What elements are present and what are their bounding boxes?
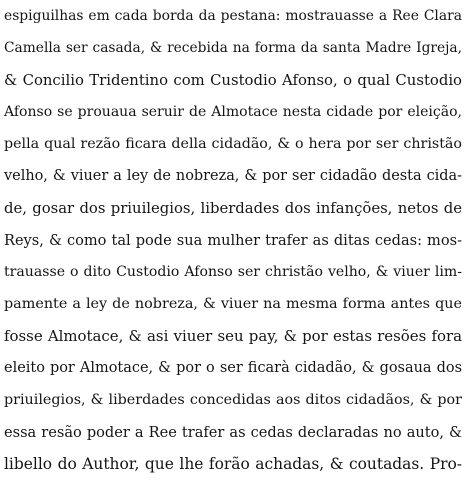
text-line: Reys, & como tal pode sua mulher trafer as ditas cedas: mos- <box>4 232 462 249</box>
text-line: eleito por Almotace, & por o ser ficarà cidadão, & gosaua dos <box>4 360 462 376</box>
text-line: trauasse o dito Custodio Afonso ser christão velho, & viuer lim- <box>4 264 462 280</box>
text-line: velho, & viuer a ley de nobreza, & por ser cidadão desta cida- <box>4 168 462 184</box>
document-page <box>4 0 462 481</box>
text-line: priuilegios, & liberdades concedidas aos ditos cidadãos, & por <box>4 392 462 408</box>
text-line: fosse Almotace, & asi viuer seu pay, & por estas resões fora <box>4 327 462 345</box>
text-line: libello do Author, que lhe forão achadas, & coutadas. Pro- <box>4 455 462 473</box>
text-line: Camella ser casada, & recebida na forma da santa Madre Igreja, <box>4 40 462 56</box>
text-line: essa resão poder a Ree trafer as cedas declaradas no auto, & <box>4 424 462 441</box>
text-line: pella qual rezão ficara della cidadão, & o hera por ser christão <box>4 136 462 152</box>
text-line: pamente a ley de nobreza, & viuer na mesma forma antes que <box>4 296 462 312</box>
text-line: espiguilhas em cada borda da pestana: mostrauasse a Ree Clara <box>4 8 462 24</box>
text-line: & Concilio Tridentino com Custodio Afonso, o qual Custodio <box>4 72 462 89</box>
text-line: Afonso se prouaua seruir de Almotace nesta cidade por eleição, <box>4 104 462 120</box>
text-line: de, gosar dos priuilegios, liberdades dos infanções, netos de <box>4 200 462 217</box>
